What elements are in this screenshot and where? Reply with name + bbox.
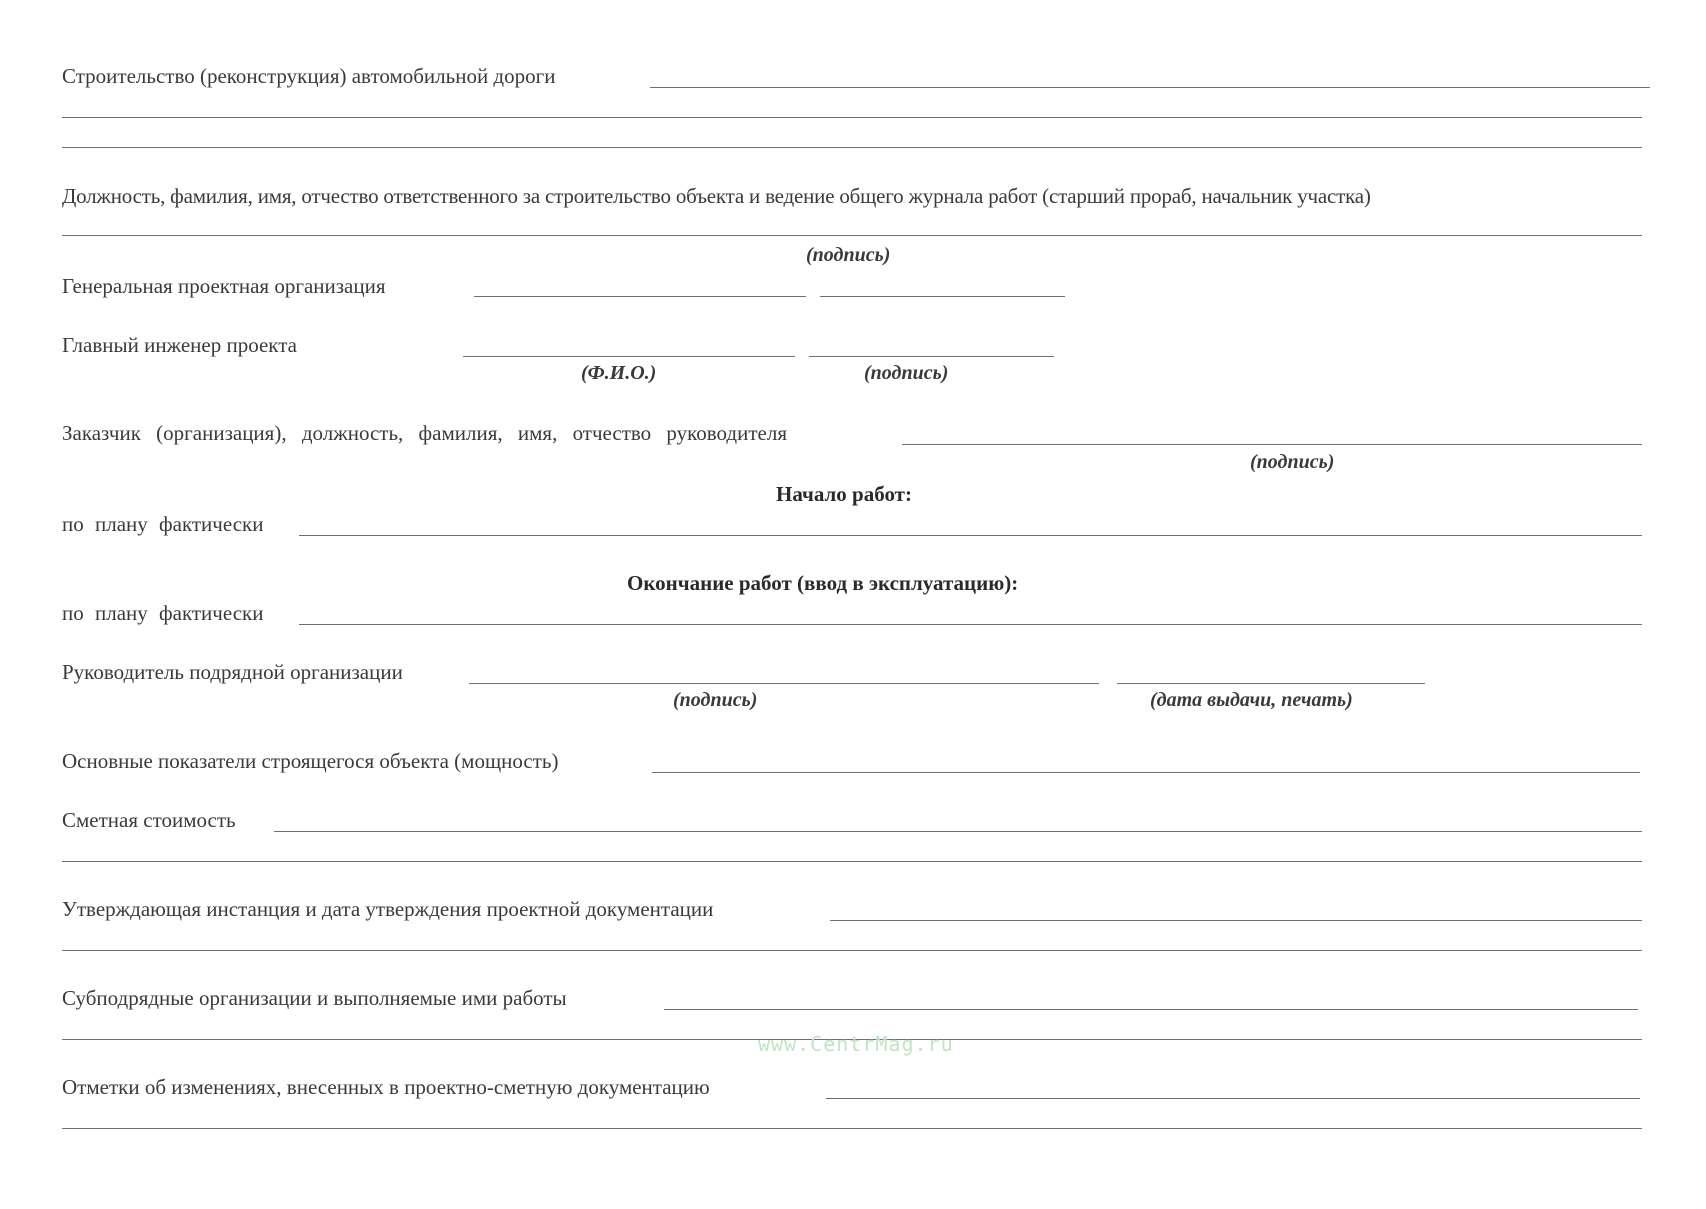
responsible-signature-caption: (подпись) [806,244,891,266]
estimated-cost-line-1[interactable] [274,831,1642,832]
work-start-heading: Начало работ: [776,482,912,506]
chief-engineer-signature-line[interactable] [809,356,1054,357]
customer-signature-caption: (подпись) [1250,451,1335,473]
work-start-line[interactable] [299,535,1642,536]
estimated-cost-label: Сметная стоимость [62,808,236,832]
fio-caption: (Ф.И.О.) [581,362,657,384]
chief-engineer-label: Главный инженер проекта [62,333,297,357]
general-design-org-label: Генеральная проектная организация [62,274,386,298]
work-start-plan-actual-label: по плану фактически [62,512,264,536]
responsible-person-label: Должность, фамилия, имя, отчество ответственного за строительство объекта и ведение общего журнала работ (старший прораб, начальник участка) [62,184,1371,208]
approving-authority-line-1[interactable] [830,920,1642,921]
road-construction-label: Строительство (реконструкция) автомобильной дороги [62,64,556,88]
approving-authority-label: Утверждающая инстанция и дата утверждения проектной документации [62,897,714,921]
general-design-org-line[interactable] [474,296,806,297]
chief-engineer-name-line[interactable] [463,356,795,357]
work-end-heading: Окончание работ (ввод в эксплуатацию): [627,571,1019,595]
work-end-line[interactable] [299,624,1642,625]
subcontractors-line-1[interactable] [664,1009,1638,1010]
chief-engineer-signature-caption: (подпись) [864,362,949,384]
issue-date-seal-caption: (дата выдачи, печать) [1150,689,1353,711]
main-indicators-label: Основные показатели строящегося объекта (мощность) [62,749,559,773]
watermark: www.CentrMag.ru [758,1032,954,1056]
contractor-head-label: Руководитель подрядной организации [62,660,403,684]
contractor-signature-line[interactable] [469,683,1099,684]
estimated-cost-line-2[interactable] [62,861,1642,862]
contractor-date-seal-line[interactable] [1117,683,1425,684]
change-notes-line-1[interactable] [826,1098,1640,1099]
road-construction-line-1[interactable] [650,87,1650,88]
approving-authority-line-2[interactable] [62,950,1642,951]
responsible-person-line[interactable] [62,235,1642,236]
road-construction-line-2[interactable] [62,117,1642,118]
work-end-plan-actual-label: по плану фактически [62,601,264,625]
contractor-signature-caption: (подпись) [673,689,758,711]
road-construction-line-3[interactable] [62,147,1642,148]
customer-label: Заказчик (организация), должность, фамилия, имя, отчество руководителя [62,421,787,445]
general-design-org-signature-line[interactable] [820,296,1065,297]
change-notes-label: Отметки об изменениях, внесенных в проектно-сметную документацию [62,1075,710,1099]
customer-line[interactable] [902,444,1642,445]
change-notes-line-2[interactable] [62,1128,1642,1129]
main-indicators-line[interactable] [652,772,1640,773]
subcontractors-label: Субподрядные организации и выполняемые ими работы [62,986,567,1010]
